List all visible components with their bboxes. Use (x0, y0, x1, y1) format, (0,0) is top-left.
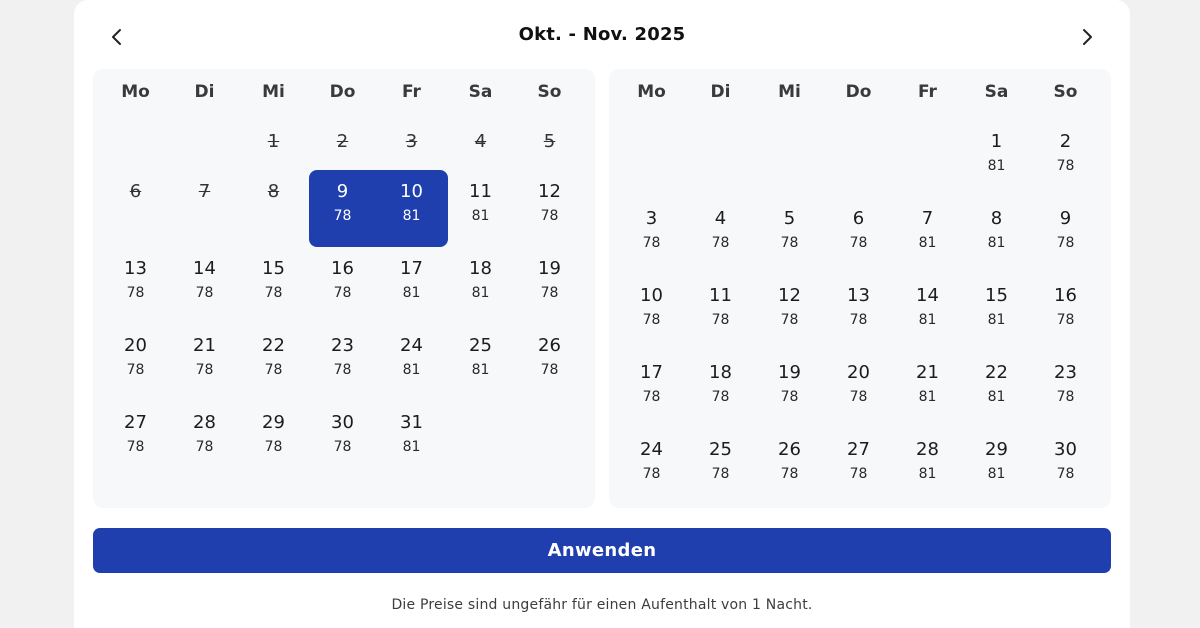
chevron-right-icon (1080, 28, 1094, 46)
day-cell[interactable] (377, 242, 446, 319)
day-cell[interactable] (239, 242, 308, 319)
day-number: 17 (400, 258, 423, 279)
day-number: 24 (400, 335, 423, 356)
day-price: 81 (471, 208, 490, 224)
day-number: 12 (778, 285, 801, 306)
day-number: 10 (400, 181, 423, 202)
day-number: 20 (124, 335, 147, 356)
day-price: 81 (987, 466, 1006, 482)
empty-cell (446, 396, 515, 473)
day-price: 81 (918, 389, 937, 405)
day-price: 78 (333, 285, 352, 301)
weekday-label: So (537, 82, 562, 102)
day-cell[interactable] (377, 396, 446, 473)
day-cell (377, 115, 446, 165)
day-number: 3 (405, 131, 418, 152)
weekday-label: Do (845, 82, 872, 102)
day-number: 15 (985, 285, 1008, 306)
day-cell[interactable] (893, 346, 962, 423)
day-cell[interactable] (1031, 423, 1100, 500)
weekday-label: Fr (402, 82, 421, 102)
day-cell[interactable] (170, 319, 239, 396)
price-footnote: Die Preise sind ungefähr für einen Aufenthalt von 1 Nacht. (391, 597, 813, 613)
day-cell[interactable] (755, 269, 824, 346)
day-cell[interactable] (1031, 269, 1100, 346)
day-cell[interactable] (377, 319, 446, 396)
day-number: 22 (262, 335, 285, 356)
day-price: 78 (195, 285, 214, 301)
day-cell[interactable] (686, 346, 755, 423)
day-cell[interactable] (893, 269, 962, 346)
day-price: 78 (642, 466, 661, 482)
day-price: 78 (711, 466, 730, 482)
day-price: 78 (333, 208, 352, 224)
day-price: 78 (126, 439, 145, 455)
day-price: 78 (540, 285, 559, 301)
day-number: 18 (469, 258, 492, 279)
day-price: 78 (333, 362, 352, 378)
day-number: 25 (469, 335, 492, 356)
day-price: 81 (402, 208, 421, 224)
weekday-label: Mo (637, 82, 666, 102)
day-price: 78 (126, 362, 145, 378)
day-cell[interactable] (1031, 192, 1100, 269)
day-cell[interactable] (308, 165, 377, 242)
day-number: 17 (640, 362, 663, 383)
day-price: 78 (126, 285, 145, 301)
day-cell[interactable] (824, 346, 893, 423)
day-number: 19 (778, 362, 801, 383)
day-number: 21 (916, 362, 939, 383)
day-cell[interactable] (308, 319, 377, 396)
weekday-label: Di (194, 82, 215, 102)
day-price: 78 (711, 312, 730, 328)
day-cell (515, 115, 584, 165)
day-cell (308, 115, 377, 165)
weekday-label: Mi (778, 82, 801, 102)
day-price: 78 (849, 312, 868, 328)
weekday-label: Di (710, 82, 731, 102)
day-number: 28 (193, 412, 216, 433)
day-number: 6 (852, 208, 865, 229)
day-number: 29 (262, 412, 285, 433)
day-cell[interactable] (686, 423, 755, 500)
day-cell[interactable] (1031, 346, 1100, 423)
day-cell[interactable] (686, 269, 755, 346)
day-price: 81 (471, 362, 490, 378)
day-cell[interactable] (515, 319, 584, 396)
day-cell[interactable] (308, 396, 377, 473)
day-number: 11 (469, 181, 492, 202)
day-grid (617, 115, 1100, 500)
day-cell (446, 115, 515, 165)
day-price: 78 (780, 389, 799, 405)
empty-cell (170, 115, 239, 165)
day-cell (101, 165, 170, 242)
day-number: 10 (640, 285, 663, 306)
day-number: 26 (778, 439, 801, 460)
day-price: 81 (402, 439, 421, 455)
weekday-label: Fr (918, 82, 937, 102)
day-cell[interactable] (755, 346, 824, 423)
empty-cell (515, 396, 584, 473)
day-cell[interactable] (515, 242, 584, 319)
day-number: 23 (1054, 362, 1077, 383)
day-price: 78 (780, 235, 799, 251)
day-number: 13 (847, 285, 870, 306)
day-price: 78 (849, 466, 868, 482)
day-price: 78 (540, 362, 559, 378)
day-price: 81 (987, 312, 1006, 328)
day-cell[interactable] (824, 423, 893, 500)
day-cell (239, 165, 308, 242)
day-number: 22 (985, 362, 1008, 383)
day-price: 78 (780, 466, 799, 482)
day-number: 14 (916, 285, 939, 306)
day-price: 81 (918, 312, 937, 328)
day-cell[interactable] (893, 192, 962, 269)
day-price: 78 (1056, 158, 1075, 174)
day-price: 78 (849, 389, 868, 405)
day-number: 27 (847, 439, 870, 460)
day-cell[interactable] (962, 269, 1031, 346)
day-cell[interactable] (962, 115, 1031, 192)
day-cell[interactable] (755, 423, 824, 500)
day-number: 6 (129, 181, 142, 202)
day-number: 2 (1059, 131, 1072, 152)
day-price: 81 (918, 235, 937, 251)
day-price: 78 (1056, 466, 1075, 482)
day-number: 11 (709, 285, 732, 306)
weekday-label: So (1053, 82, 1078, 102)
day-cell[interactable] (617, 269, 686, 346)
day-number: 7 (198, 181, 211, 202)
day-price: 78 (642, 235, 661, 251)
day-cell[interactable] (824, 269, 893, 346)
empty-cell (893, 115, 962, 192)
day-number: 8 (990, 208, 1003, 229)
month-november (609, 69, 1111, 508)
day-number: 1 (990, 131, 1003, 152)
empty-cell (824, 115, 893, 192)
day-price: 78 (780, 312, 799, 328)
day-number: 21 (193, 335, 216, 356)
day-cell[interactable] (308, 242, 377, 319)
day-price: 78 (711, 389, 730, 405)
day-price: 78 (711, 235, 730, 251)
day-number: 8 (267, 181, 280, 202)
day-price: 78 (333, 439, 352, 455)
day-number: 28 (916, 439, 939, 460)
day-number: 13 (124, 258, 147, 279)
day-price: 81 (402, 362, 421, 378)
month-range-title: Okt. - Nov. 2025 (518, 24, 686, 45)
day-cell[interactable] (617, 346, 686, 423)
day-price: 81 (918, 466, 937, 482)
day-grid (101, 115, 584, 473)
day-number: 5 (783, 208, 796, 229)
month-october (93, 69, 595, 508)
day-price: 78 (540, 208, 559, 224)
weekday-header (617, 69, 1100, 115)
day-price: 78 (264, 362, 283, 378)
day-number: 31 (400, 412, 423, 433)
day-number: 24 (640, 439, 663, 460)
day-cell[interactable] (170, 396, 239, 473)
day-price: 78 (642, 312, 661, 328)
day-cell[interactable] (962, 423, 1031, 500)
day-price: 78 (264, 285, 283, 301)
day-price: 78 (264, 439, 283, 455)
day-cell[interactable] (962, 192, 1031, 269)
day-cell[interactable] (239, 319, 308, 396)
day-cell[interactable] (446, 165, 515, 242)
day-number: 27 (124, 412, 147, 433)
day-number: 16 (331, 258, 354, 279)
empty-cell (617, 115, 686, 192)
weekday-label: Mo (121, 82, 150, 102)
day-cell[interactable] (446, 242, 515, 319)
empty-cell (686, 115, 755, 192)
next-month-button[interactable] (1072, 22, 1102, 52)
day-number: 23 (331, 335, 354, 356)
day-number: 30 (1054, 439, 1077, 460)
day-number: 16 (1054, 285, 1077, 306)
date-picker-card (74, 0, 1130, 628)
day-number: 18 (709, 362, 732, 383)
day-price: 81 (987, 158, 1006, 174)
day-price: 78 (1056, 389, 1075, 405)
day-cell[interactable] (101, 396, 170, 473)
day-cell[interactable] (962, 346, 1031, 423)
weekday-header (101, 69, 584, 115)
day-number: 2 (336, 131, 349, 152)
day-cell[interactable] (755, 192, 824, 269)
day-price: 78 (1056, 235, 1075, 251)
weekday-label: Do (329, 82, 356, 102)
day-cell[interactable] (101, 319, 170, 396)
day-cell[interactable] (377, 165, 446, 242)
empty-cell (755, 115, 824, 192)
day-cell[interactable] (893, 423, 962, 500)
day-price: 78 (195, 439, 214, 455)
day-number: 15 (262, 258, 285, 279)
day-number: 25 (709, 439, 732, 460)
day-number: 4 (474, 131, 487, 152)
day-cell[interactable] (617, 423, 686, 500)
day-number: 30 (331, 412, 354, 433)
day-number: 26 (538, 335, 561, 356)
day-number: 4 (714, 208, 727, 229)
day-price: 78 (642, 389, 661, 405)
day-cell[interactable] (617, 192, 686, 269)
day-number: 9 (336, 181, 349, 202)
day-number: 14 (193, 258, 216, 279)
day-cell (239, 115, 308, 165)
day-number: 9 (1059, 208, 1072, 229)
day-cell[interactable] (170, 242, 239, 319)
weekday-label: Mi (262, 82, 285, 102)
day-number: 19 (538, 258, 561, 279)
day-number: 7 (921, 208, 934, 229)
day-cell[interactable] (1031, 115, 1100, 192)
day-cell[interactable] (101, 242, 170, 319)
day-cell (170, 165, 239, 242)
day-price: 81 (987, 235, 1006, 251)
empty-cell (101, 115, 170, 165)
day-number: 29 (985, 439, 1008, 460)
weekday-label: Sa (468, 82, 493, 102)
day-cell[interactable] (824, 192, 893, 269)
day-price: 78 (1056, 312, 1075, 328)
day-cell[interactable] (446, 319, 515, 396)
day-price: 81 (987, 389, 1006, 405)
day-cell[interactable] (686, 192, 755, 269)
day-number: 5 (543, 131, 556, 152)
day-price: 78 (849, 235, 868, 251)
apply-button[interactable]: Anwenden (93, 528, 1111, 573)
day-number: 20 (847, 362, 870, 383)
day-number: 1 (267, 131, 280, 152)
day-price: 81 (402, 285, 421, 301)
day-number: 3 (645, 208, 658, 229)
day-cell[interactable] (515, 165, 584, 242)
weekday-label: Sa (984, 82, 1009, 102)
day-number: 12 (538, 181, 561, 202)
day-price: 78 (195, 362, 214, 378)
day-price: 81 (471, 285, 490, 301)
day-cell[interactable] (239, 396, 308, 473)
